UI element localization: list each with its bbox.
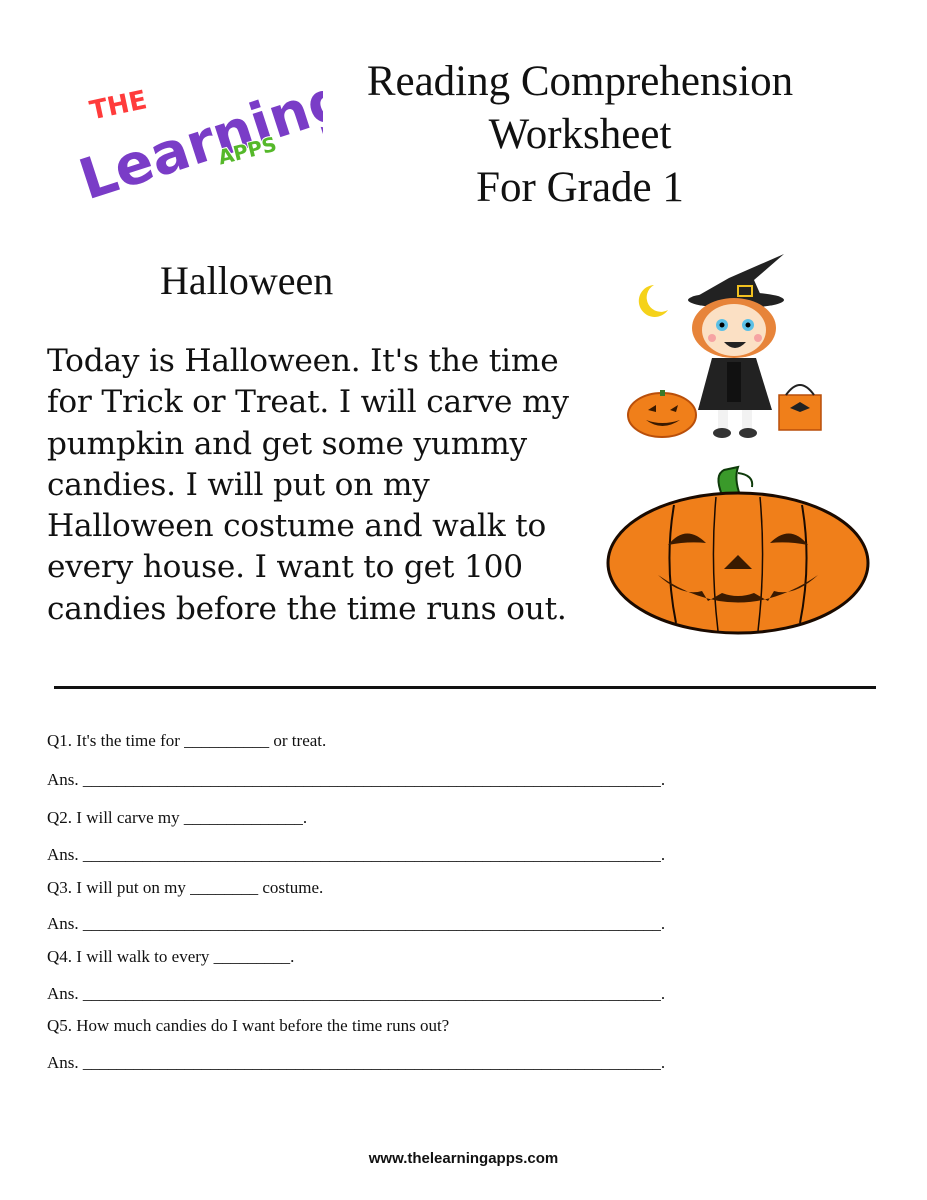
section-divider [54, 686, 876, 689]
question-4: Q4. I will walk to every _________. [47, 947, 295, 966]
story-line: Today is Halloween. It's the time [47, 343, 559, 379]
question-2: Q2. I will carve my ______________. [47, 808, 308, 827]
question-5: Q5. How much candies do I want before the time runs out? [47, 1016, 450, 1035]
svg-text:THE: THE [87, 85, 150, 127]
answer-line-1[interactable]: Ans. ____________________________________________________________________. [47, 770, 666, 789]
logo-learning-text: Learning [71, 65, 323, 203]
answer-line-3[interactable]: Ans. ____________________________________________________________________. [47, 914, 666, 933]
moon-icon [639, 285, 668, 317]
title-line-1: Reading Comprehension [366, 58, 794, 105]
story-text [47, 341, 607, 630]
story-line: candies. I will put on my [47, 466, 430, 503]
story-title: Halloween [160, 258, 334, 303]
title-line-3: For Grade 1 [476, 164, 684, 211]
witch-girl-illustration [624, 250, 834, 450]
answer-line-4[interactable]: Ans. ____________________________________________________________________. [47, 984, 666, 1003]
the-learning-apps-logo [68, 58, 323, 203]
story-line: pumpkin and get some yummy [47, 425, 527, 462]
jack-o-lantern-illustration [604, 465, 872, 635]
answer-line-5[interactable]: Ans. ____________________________________________________________________. [47, 1053, 666, 1072]
title-line-2: Worksheet [488, 111, 672, 158]
worksheet-title [330, 55, 830, 214]
story-line: candies before the time runs out. [47, 590, 567, 627]
footer-url[interactable]: www.thelearningapps.com [368, 1150, 559, 1167]
story-line: for Trick or Treat. I will carve my [47, 384, 569, 421]
story-line: Halloween costume and walk to [47, 508, 547, 545]
story-line: every house. I want to get 100 [47, 549, 523, 586]
svg-text:APPS: APPS [215, 131, 279, 170]
answer-line-2[interactable]: Ans. ____________________________________________________________________. [47, 845, 666, 864]
question-1: Q1. It's the time for __________ or treat. [47, 731, 327, 750]
question-3: Q3. I will put on my ________ costume. [47, 878, 324, 897]
